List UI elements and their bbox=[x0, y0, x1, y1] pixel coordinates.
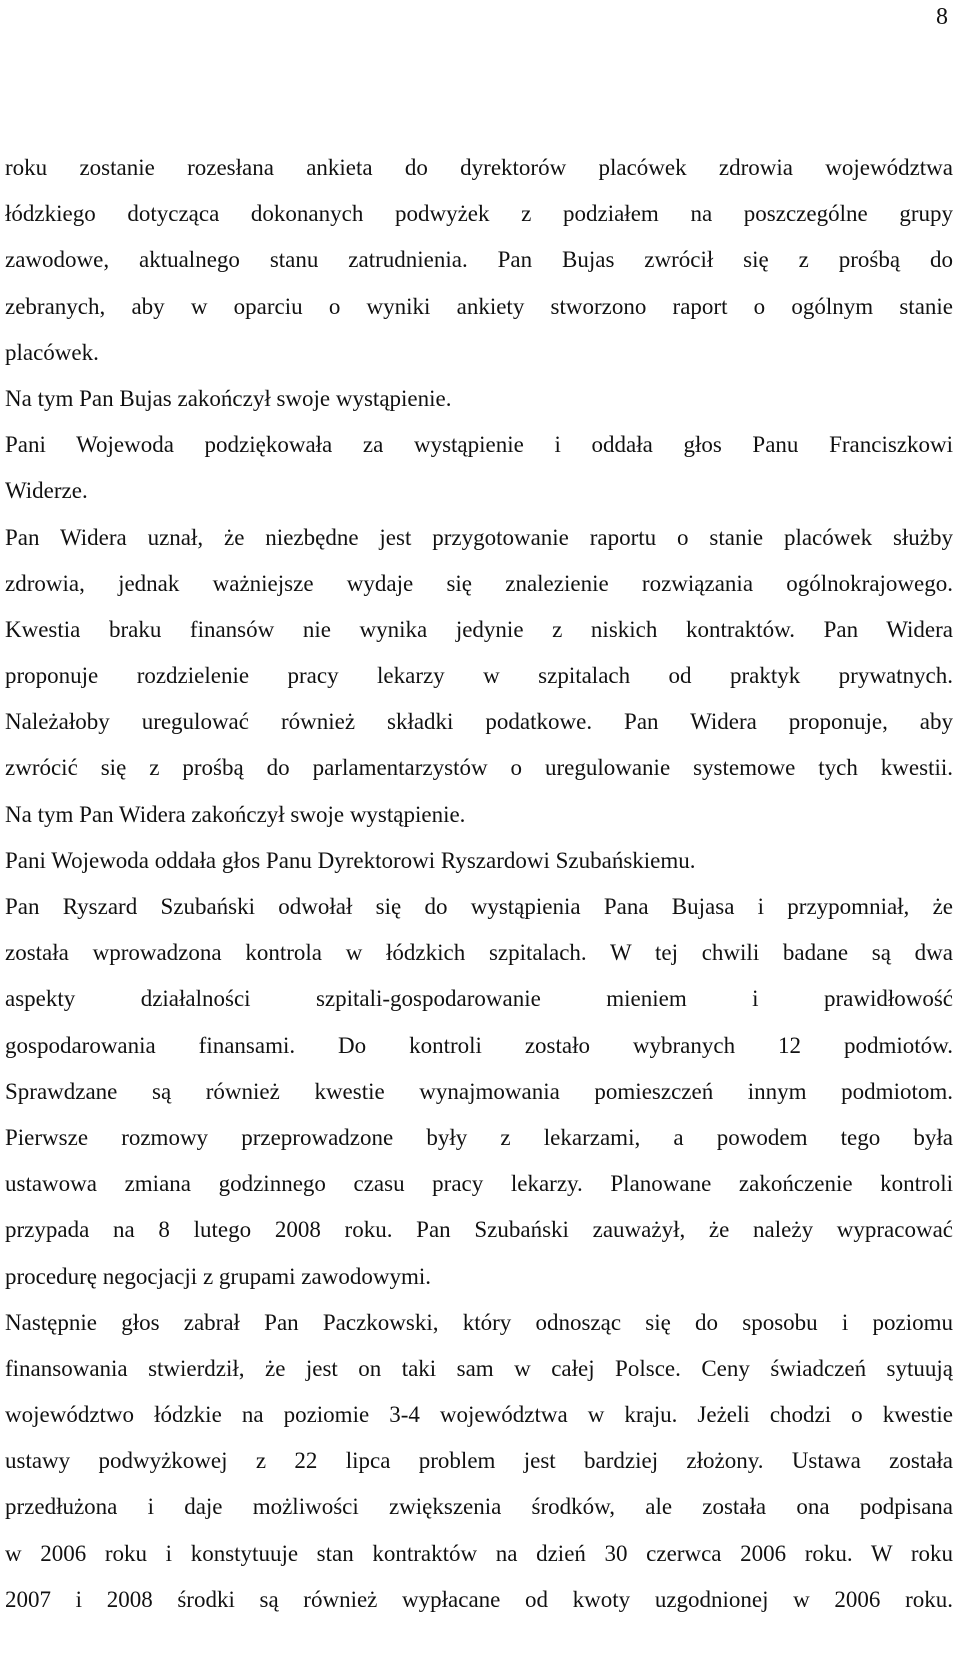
text-line: proponuje rozdzielenie pracy lekarzy w szpitalach od praktyk prywatnych. bbox=[5, 663, 953, 689]
text-line: Pani Wojewoda oddała głos Panu Dyrektorowi Ryszardowi Szubańskiemu. bbox=[5, 847, 696, 873]
text-line: łódzkiego dotycząca dokonanych podwyżek z podziałem na poszczególne grupy bbox=[5, 201, 953, 227]
text-line: 2007 i 2008 środki są również wypłacane od kwoty uzgodnionej w 2006 roku. bbox=[5, 1586, 953, 1612]
text-line: zwrócić się z prośbą do parlamentarzystów o uregulowanie systemowe tych kwestii. bbox=[5, 755, 953, 781]
text-line: Pan Widera uznał, że niezbędne jest przygotowanie raportu o stanie placówek służby bbox=[5, 524, 953, 550]
text-line: ustawowa zmiana godzinnego czasu pracy lekarzy. Planowane zakończenie kontroli bbox=[5, 1171, 953, 1197]
text-line: przypada na 8 lutego 2008 roku. Pan Szubański zauważył, że należy wypracować bbox=[5, 1217, 953, 1243]
text-line: województwo łódzkie na poziomie 3-4 województwa w kraju. Jeżeli chodzi o kwestie bbox=[5, 1402, 953, 1428]
text-line: Kwestia braku finansów nie wynika jedynie z niskich kontraktów. Pan Widera bbox=[5, 616, 953, 642]
text-line: ustawy podwyżkowej z 22 lipca problem jest bardziej złożony. Ustawa została bbox=[5, 1448, 953, 1474]
text-line: aspekty działalności szpitali-gospodarowanie mieniem i prawidłowość bbox=[5, 986, 953, 1012]
text-line: Następnie głos zabrał Pan Paczkowski, który odnosząc się do sposobu i poziomu bbox=[5, 1309, 953, 1335]
text-line: w 2006 roku i konstytuuje stan kontraktów na dzień 30 czerwca 2006 roku. W roku bbox=[5, 1540, 953, 1566]
body-text bbox=[5, 153, 953, 1631]
text-line: przedłużona i daje możliwości zwiększenia środków, ale została ona podpisana bbox=[5, 1494, 953, 1520]
text-line: gospodarowania finansami. Do kontroli zostało wybranych 12 podmiotów. bbox=[5, 1032, 953, 1058]
text-line: placówek. bbox=[5, 339, 99, 365]
text-line: Na tym Pan Widera zakończył swoje wystąpienie. bbox=[5, 801, 466, 827]
text-line: Widerze. bbox=[5, 478, 88, 504]
text-line: została wprowadzona kontrola w łódzkich szpitalach. W tej chwili badane są dwa bbox=[5, 940, 953, 966]
text-line: Należałoby uregulować również składki podatkowe. Pan Widera proponuje, aby bbox=[5, 709, 953, 735]
text-line: Sprawdzane są również kwestie wynajmowania pomieszczeń innym podmiotom. bbox=[5, 1078, 953, 1104]
text-line: Na tym Pan Bujas zakończył swoje wystąpienie. bbox=[5, 385, 452, 411]
text-line: zebranych, aby w oparciu o wyniki ankiety stworzono raport o ogólnym stanie bbox=[5, 293, 953, 319]
text-line: procedurę negocjacji z grupami zawodowymi. bbox=[5, 1263, 431, 1289]
page-number: 8 bbox=[936, 4, 948, 30]
text-line: Pani Wojewoda podziękowała za wystąpienie i oddała głos Panu Franciszkowi bbox=[5, 432, 953, 458]
text-line: zawodowe, aktualnego stanu zatrudnienia. Pan Bujas zwrócił się z prośbą do bbox=[5, 247, 953, 273]
text-line: roku zostanie rozesłana ankieta do dyrektorów placówek zdrowia województwa bbox=[5, 155, 953, 180]
text-line: zdrowia, jednak ważniejsze wydaje się znalezienie rozwiązania ogólnokrajowego. bbox=[5, 570, 953, 596]
text-line: Pan Ryszard Szubański odwołał się do wystąpienia Pana Bujasa i przypomniał, że bbox=[5, 894, 953, 919]
text-line: finansowania stwierdził, że jest on taki sam w całej Polsce. Ceny świadczeń sytuują bbox=[5, 1355, 953, 1381]
text-line: Pierwsze rozmowy przeprowadzone były z lekarzami, a powodem tego była bbox=[5, 1124, 953, 1150]
